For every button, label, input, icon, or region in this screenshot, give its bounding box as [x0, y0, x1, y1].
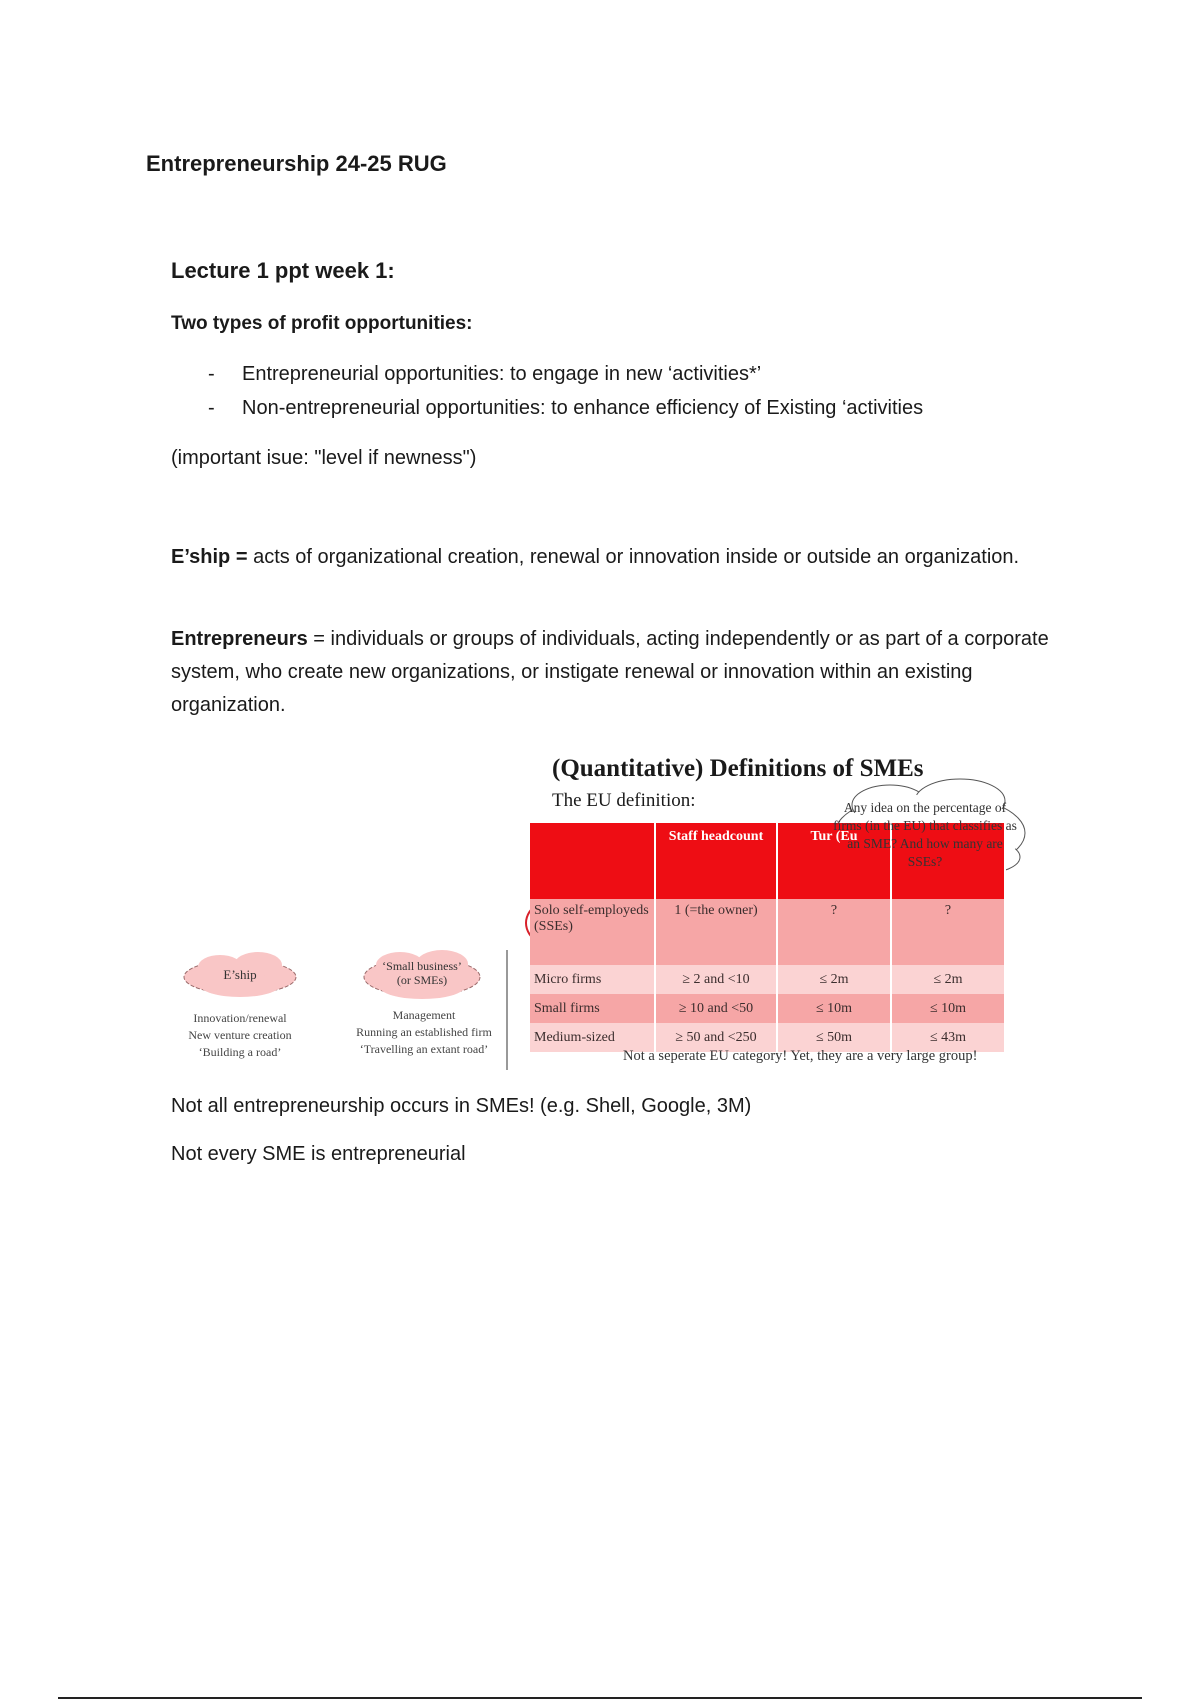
table-cell: ≤ 50m: [777, 1023, 891, 1052]
table-cell: ≤ 2m: [891, 965, 1005, 994]
table-cell: ≥ 10 and <50: [655, 994, 777, 1023]
table-cell: ≤ 10m: [891, 994, 1005, 1023]
bullet-text: Non-entrepreneurial opportunities: to enhance efficiency of Existing ‘activities: [242, 397, 924, 419]
lecture-heading: Lecture 1 ppt week 1:: [171, 258, 395, 283]
table-cell: ≤ 10m: [777, 994, 891, 1023]
cloud-label-line: ‘Small business’: [382, 959, 462, 973]
table-cell: ≤ 43m: [891, 1023, 1005, 1052]
important-note: (important isue: "level if newness"): [171, 447, 477, 469]
table-row: [530, 965, 1005, 994]
section-subheading: Two types of profit opportunities:: [171, 313, 473, 334]
eship-term: E’ship =: [171, 546, 248, 568]
table-cell: Micro firms: [530, 965, 655, 994]
cloud-label-eship: E’ship: [223, 967, 257, 982]
caption-line: New venture creation: [188, 1028, 292, 1042]
slide-title: (Quantitative) Definitions of SMEs: [552, 755, 924, 782]
caption-line: Running an established firm: [356, 1025, 492, 1039]
bullet-marker: -: [208, 363, 215, 385]
table-cell: ≥ 2 and <10: [655, 965, 777, 994]
table-header-cell: Staff headcount: [655, 823, 777, 899]
cloud-label-small-business: [370, 959, 474, 987]
bullet-item: [208, 397, 923, 420]
table-header-cell: [530, 823, 655, 899]
entrepreneurs-text: = individuals or groups of individuals, acting independently or as part of a corporate system, who create new organizations, or instigate renewal or innovation within an existing organization.: [171, 628, 1049, 716]
speech-bubble-text: Any idea on the percentage of firms (in the EU) that classifies as an SME? And how many are SSEs?: [833, 800, 1017, 869]
table-cell: Small firms: [530, 994, 655, 1023]
sme-slide-image: [170, 745, 1046, 1075]
bullet-text: Entrepreneurial opportunities: to engage in new ‘activities*’: [242, 363, 762, 385]
table-row: [530, 994, 1005, 1023]
caption-line: Management: [392, 1008, 456, 1022]
footer-rule: [58, 1697, 1142, 1699]
closing-line: Not every SME is entrepreneurial: [171, 1143, 466, 1165]
table-cell: ≤ 2m: [777, 965, 891, 994]
bullet-marker: -: [208, 397, 215, 419]
table-cell: ?: [891, 899, 1005, 965]
table-cell: Solo self-employeds (SSEs): [530, 899, 655, 965]
table-row: [530, 899, 1005, 965]
cloud-label-line: (or SMEs): [396, 973, 448, 987]
caption-line: ‘Building a road’: [198, 1045, 282, 1059]
table-cell: ?: [777, 899, 891, 965]
table-cell: Medium-sized: [530, 1023, 655, 1052]
table-cell: ≥ 50 and <250: [655, 1023, 777, 1052]
eship-caption: [170, 1010, 310, 1061]
entrepreneurs-definition: [171, 623, 1071, 722]
table-cell: 1 (=the owner): [655, 899, 777, 965]
table-header-cell: Tur (Eu: [777, 823, 891, 899]
bullet-item: [208, 363, 761, 386]
document-title: Entrepreneurship 24-25 RUG: [146, 151, 447, 176]
closing-line: Not all entrepreneurship occurs in SMEs! (e.g. Shell, Google, 3M): [171, 1095, 752, 1117]
eship-definition: [171, 541, 1071, 574]
entrepreneurs-term: Entrepreneurs: [171, 628, 308, 650]
slide-note: Not a seperate EU category! Yet, they are a very large group!: [623, 1048, 978, 1064]
small-business-caption: [342, 1007, 506, 1058]
slide-subtitle: The EU definition:: [552, 790, 696, 811]
caption-line: Innovation/renewal: [193, 1011, 287, 1025]
caption-line: ‘Travelling an extant road’: [359, 1042, 489, 1056]
eship-text: acts of organizational creation, renewal or innovation inside or outside an organization.: [247, 546, 1020, 568]
